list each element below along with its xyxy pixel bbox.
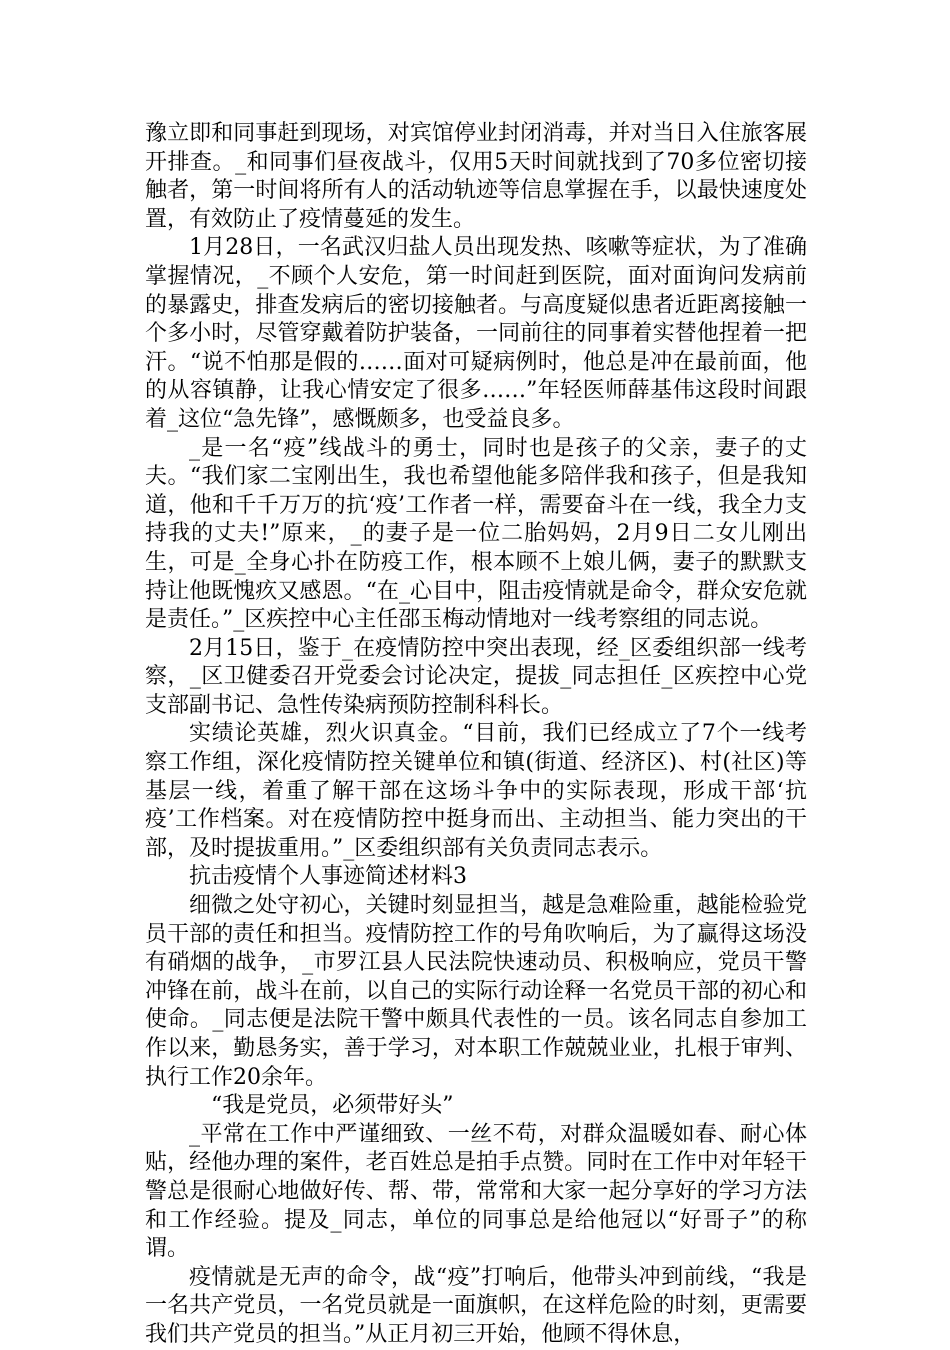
document-page <box>145 120 807 1350</box>
paragraph-family-support: _是一名“疫”线战斗的勇士，同时也是孩子的父亲，妻子的丈夫。“我们家二宝刚出生，我也希望他能多陪伴我和孩子，但是我知道，他和千千万万的抗‘疫’工作者一样，需要奋斗在一线，我全力支持我的丈夫!”原来，_的妻子是一位二胎妈妈，2月9日二女儿刚出生，可是_全身心扑在防疫工作，根本顾不上娘儿俩，妻子的默默支持让他既愧疚又感恩。“在_心目中，阻击疫情就是命令，群众安危就是责任。”_区疾控中心主任邵玉梅动情地对一线考察组的同志说。 <box>145 435 807 633</box>
paragraph-performance: 实绩论英雄，烈火识真金。“目前，我们已经成立了7个一线考察工作组，深化疫情防控关键单位和镇(街道、经济区)、村(社区)等基层一线，着重了解干部在这场斗争中的实际表现，形成干部‘抗疫’工作档案。对在疫情防控中挺身而出、主动担当、能力突出的干部，及时提拔重用。”_区委组织部有关负责同志表示。 <box>145 721 807 861</box>
paragraph-continuation: 豫立即和同事赶到现场，对宾馆停业封闭消毒，并对当日入住旅客展开排查。_和同事们昼夜战斗，仅用5天时间就找到了70多位密切接触者，第一时间将所有人的活动轨迹等信息掌握在手，以最快速度处置，有效防止了疫情蔓延的发生。 <box>145 121 807 232</box>
paragraph-court-intro: 细微之处守初心，关键时刻显担当，越是急难险重，越能检验党员干部的责任和担当。疫情防控工作的号角吹响后，为了赢得这场没有硝烟的战争，_市罗江县人民法院快速动员、积极响应，党员干警冲锋在前，战斗在前，以自己的实际行动诠释一名党员干部的初心和使命。_同志便是法院干警中颇具代表性的一员。该名同志自参加工作以来，勤恳务实，善于学习，对本职工作兢兢业业，扎根于审判、执行工作20余年。 <box>145 893 807 1090</box>
paragraph-jan28: 1月28日，一名武汉归盐人员出现发热、咳嗽等症状，为了准确掌握情况，_不顾个人安危，第一时间赶到医院，面对面询问发病前的暴露史，排查发病后的密切接触者。与高度疑似患者近距离接触一个多小时，尽管穿戴着防护装备，一同前往的同事着实替他捏着一把汗。“说不怕那是假的……面对可疑病例时，他总是冲在最前面，他的从容镇静，让我心情安定了很多……”年轻医师薛基伟这段时间跟着_这位“急先锋”，感慨颇多，也受益良多。 <box>145 235 807 432</box>
subsection-heading: “我是党员，必须带好头” <box>211 1093 454 1119</box>
section-heading: 抗击疫情个人事迹简述材料3 <box>189 864 467 890</box>
paragraph-promotion: 2月15日，鉴于_在疫情防控中突出表现，经_区委组织部一线考察，_区卫健委召开党委会讨论决定，提拔_同志担任_区疾控中心党支部副书记、急性传染病预防控制科科长。 <box>145 635 807 718</box>
paragraph-good-brother: _平常在工作中严谨细致、一丝不苟，对群众温暖如春、耐心体贴，经他办理的案件，老百姓总是拍手点赞。同时在工作中对年轻干警总是很耐心地做好传、帮、带，常常和大家一起分享好的学习方法和工作经验。提及_同志，单位的同事总是给他冠以“好哥子”的称谓。 <box>145 1121 807 1262</box>
paragraph-frontline: 疫情就是无声的命令，战“疫”打响后，他带头冲到前线，“我是一名共产党员，一名党员就是一面旗帜，在这样危险的时刻，更需要我们共产党员的担当。”从正月初三开始，他顾不得休息， <box>145 1264 807 1347</box>
